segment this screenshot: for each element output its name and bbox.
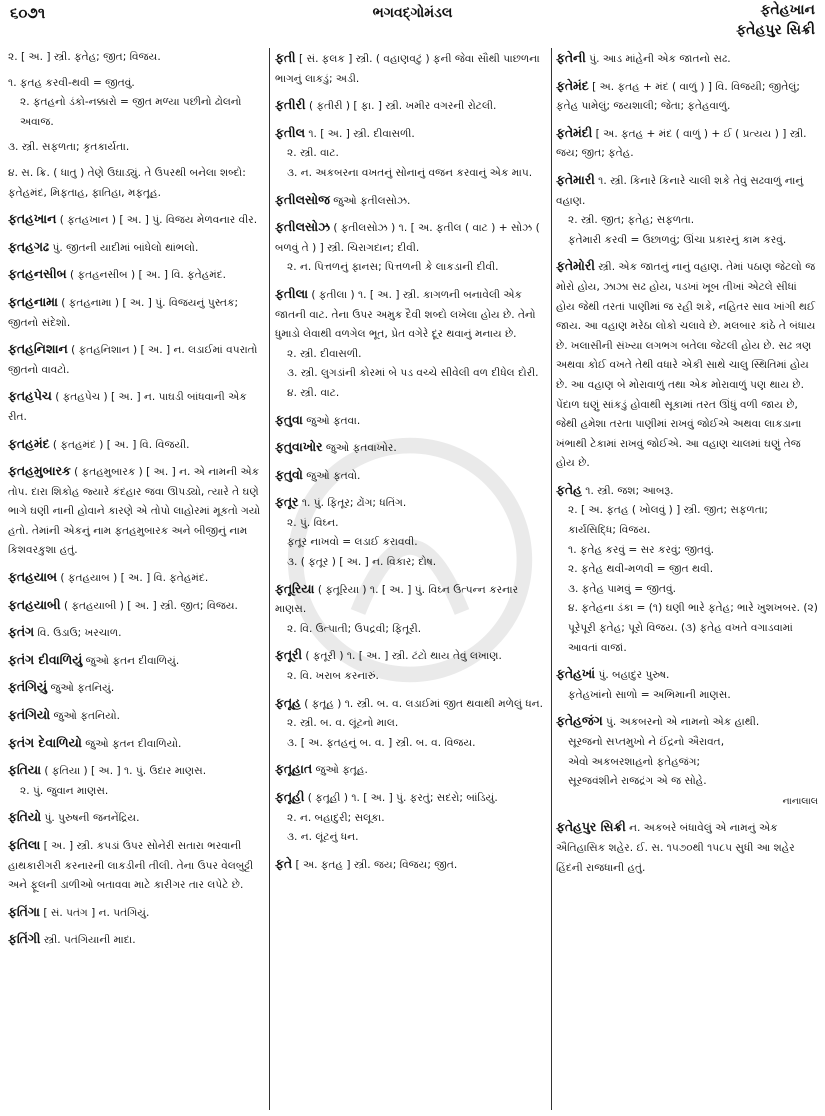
headword: ફતી [275, 50, 296, 65]
headword: ફતંગ [8, 624, 35, 640]
definition-text: ( ફતીલસોઝ ) ૧. [ અ. ફતીલ ( વાટ ) + સોઝ ( બળવું તે ) ] સ્ત્રી. ચિરાગદાન; દીવી. [275, 222, 540, 254]
entry-line [556, 560, 818, 580]
headword: ફતેની [556, 50, 586, 65]
definition-text: ( ફતહયાબી ) [ અ. ] સ્ત્રી. જીત; વિજય. [63, 599, 238, 612]
headword: ફતૂહાત [275, 761, 313, 777]
definition-text: એવો અકબરશાહનો ફતેહજંગ; [568, 755, 701, 768]
entry-line [8, 434, 266, 456]
headword: ફતેમંદ [556, 77, 589, 93]
entry-line [8, 461, 266, 561]
headword: ફતિલા [8, 837, 41, 852]
entry-line [556, 211, 818, 231]
dictionary-entry [8, 622, 266, 644]
definition-text: ૨. સ્ત્રી. બ. વ. લૂંટનો માલ. [287, 717, 399, 730]
definition-text: ૩. ન. અકબરના વખતનું સોનાનું વજન કરવાનું એક માપ. [287, 166, 533, 179]
entry-line [556, 711, 818, 733]
headword: ફતહનસીબ [8, 266, 67, 282]
entry-line [275, 714, 546, 734]
dictionary-entry [275, 759, 546, 781]
definition-text: ૨. વિ. ઉત્પાતી; ઉપદ્રવી; ફિતૂરી. [287, 622, 422, 635]
definition-text: સૂરજવંશીને રાજદ્રંગ એ જ સોહે. [568, 775, 707, 788]
definition-text: [ અ. ફતહ + મંદ ( વાળું ) + ઈ ( પ્રત્યય ) ] સ્ત્રી. જય; જીત; ફતેહ. [556, 127, 807, 160]
definition-text: ૩. સ્ત્રી. લુગડાંની કોરમાં બે પડ વચ્ચે સીવેલી વળ દીધેલ દોરી. [287, 367, 539, 380]
entry-line [556, 231, 818, 251]
entry-line [8, 339, 266, 380]
definition-text: ૪. ફતેહના ડંકા = (૧) ઘણી ભારે ફતેહ; ભારે ખુશખબર. (૨) પૂરેપૂરી ફતેહ; પૂરો વિજય. (૩) ફતેહ વખતે વગાડવામાં આવતાં વાજાં. [568, 602, 818, 654]
headword: ફતીલસોજ [275, 191, 330, 207]
definition-text: ફતૂર નાખવો = લડાઈ કરાવવી. [287, 536, 418, 549]
dictionary-entry [275, 190, 546, 212]
entry-line [556, 76, 818, 117]
headword: ફતેહખાં [556, 666, 596, 682]
definition-text: ૧. [ અ. ] સ્ત્રી. દીવાસળી. [308, 127, 415, 140]
dictionary-entry [8, 835, 266, 896]
headword: ફતહનામા [8, 293, 58, 309]
definition-text: ૨. પું. વિઘ્ન. [287, 516, 339, 529]
definition-text: ( ફતિયા ) [ અ. ] ૧. પું. ઉદાર માણસ. [44, 765, 207, 778]
definition-text: [ અ. ફતહ + મંદ ( વાળું ) ] વિ. વિજયી; જીતેલું; ફતેહ પામેલું; જયશાલી; જેતા; ફતેહવાળું. [556, 80, 800, 113]
entry-line [275, 410, 546, 432]
entry-line [556, 686, 818, 706]
definition-text: [ સં. પતંગ ] ન. પતંગિયું. [43, 906, 150, 919]
entry-line [8, 237, 266, 259]
dictionary-entry [275, 284, 546, 404]
definition-text: ૨. [ અ. ] સ્ત્રી. ફતેહ; જીત; વિજય. [8, 51, 161, 63]
headword: ફતેહ [556, 481, 582, 497]
definition-text: ફતેહખાંનો સાળો = અભિમાની માણસ. [568, 688, 731, 701]
entry-line [275, 492, 546, 514]
entry-line [275, 48, 546, 89]
entry-line [275, 579, 546, 620]
definition-text: ૧. પું. ફિતૂર; ઢોંગ; ધતિંગ. [301, 497, 407, 510]
headword: ફતહગઢ [8, 238, 50, 254]
entry-line [8, 705, 266, 727]
dictionary-entry [8, 164, 266, 203]
definition-text: ૨. પું. જુવાન માણસ. [20, 784, 109, 797]
entry-line [8, 164, 266, 203]
dictionary-entry [8, 902, 266, 924]
definition-text: ૨. [ અ. ફતહ ( ખોલવું ) ] સ્ત્રી. જીત; સફળતા; કાર્યસિદ્ધિ; વિજય. [568, 504, 769, 537]
definition-text: જુઓ ફતનિયો. [53, 710, 120, 723]
entry-line [556, 664, 818, 686]
dictionary-entry [8, 339, 266, 380]
entry-line [275, 734, 546, 754]
headword: ફતૂરિયા [275, 580, 315, 596]
dictionary-entry [275, 492, 546, 572]
headword: ફતહનિશાન [8, 341, 68, 357]
entry-line [556, 170, 818, 211]
entry-line [275, 759, 546, 781]
definition-text: ( ફતહનામા ) [ અ. ] પું. વિજયનું પુસ્તક; જીતનો સંદેશો. [8, 296, 239, 329]
definition-text: ૨. ન. પિત્તળનું ફાનસ; પિત્તળની કે લાકડાની દીવી. [287, 261, 499, 274]
entry-line [275, 437, 546, 459]
entry-line [8, 74, 266, 94]
definition-text: ( ફતહમંદ ) [ અ. ] વિ. વિજયી. [52, 438, 190, 451]
headword: ફતિયો [8, 809, 42, 825]
entry-line [556, 599, 818, 658]
definition-text: ( ફતહયાબ ) [ અ. ] વિ. ફતેહમંદ. [60, 572, 209, 585]
entry-line [8, 93, 266, 132]
entry-line [275, 533, 546, 553]
entry-line [8, 733, 266, 755]
entry-line [275, 693, 546, 715]
definition-text: વિ. ઉડાઉ; ખરચાળ. [37, 627, 122, 640]
dictionary-entry [556, 664, 818, 705]
dictionary-entry [8, 138, 266, 158]
definition-text: જુઓ ફતવો. [306, 469, 361, 482]
entry-line [275, 258, 546, 278]
definition-text: ૩. ફતેહ પામવું = જીતવું. [568, 582, 676, 595]
definition-text: ( ફતીરી ) [ ફા. ] સ્ત્રી. ખમીર વગરની રોટલી. [308, 100, 497, 113]
definition-text: ૨. ફતહનો ડંકો-નક્કારો = જીત મળ્યા પછીનો ઢોલનો અવાજ. [20, 96, 242, 128]
dictionary-entry [275, 95, 546, 117]
definition-text: પું. બહાદુર પુરુષ. [598, 669, 670, 682]
entry-line [8, 902, 266, 924]
definition-text: ૨. સ્ત્રી. વાટ. [287, 147, 339, 160]
entry-line [275, 828, 546, 848]
entry-line [8, 929, 266, 951]
headword: ફતંગ દીવાળિયું [8, 651, 83, 667]
headword: ફતીલ [275, 124, 305, 140]
definition-text: જુઓ ફતનિયું. [50, 682, 115, 695]
dictionary-entry [556, 48, 818, 70]
definition-text: નાનાલાલ [782, 795, 818, 807]
definition-text: જુઓ ફતીલસોઝ. [333, 194, 411, 207]
definition-text: ૪. સ. ક્રિ. ( ધાતુ ) તેણે ઉઘાડ્યું. તે ઉપરથી બનેલા શબ્દો: ફતેહમંદ, મિફતાહ, ફાતિહા, મફતૂહ. [8, 166, 246, 199]
headword: ફતીલસોઝ [275, 219, 330, 235]
headword: ફતેમંદી [556, 124, 593, 140]
entry-line [8, 782, 266, 802]
entry-line [8, 264, 266, 286]
entry-line [556, 792, 818, 812]
headword: ફતંગિયું [8, 679, 48, 695]
dictionary-entry [275, 217, 546, 278]
dictionary-entry [8, 48, 266, 68]
definition-text: ૧. સ્ત્રી. જશ; આબરૂ. [585, 484, 674, 497]
dictionary-entry [556, 711, 818, 811]
definition-text: ૩. ન. લૂંટનું ધન. [287, 831, 359, 844]
dictionary-column-3 [556, 48, 818, 1108]
dictionary-entry [8, 237, 266, 259]
dictionary-entry [8, 209, 266, 231]
definition-text: ૩. ( ફતૂર ) [ અ. ] ન. વિકાર; દોષ. [287, 556, 437, 569]
definition-text: [ અ. ] સ્ત્રી. કપડાં ઉપર સોનેરી સતારા ભરવાની હાથકારીગરી કરનારની લાકડીની તીલી. તેના ઉપર વેલબુટ્ટી અને ફૂલની ડાળીઓ બતાવવા માટે કારીગર તાર લપેટે છે. [8, 840, 254, 892]
headword: ફતેમોરી [556, 258, 595, 274]
headword: ફતહપેચ [8, 388, 52, 404]
entry-line [275, 190, 546, 212]
definition-text: પું. આડ માંહેની એક જાતનો સઢ. [589, 53, 731, 65]
definition-text: ( ફતહખાન ) [ અ. ] પું. વિજય મેળવનાર વીર. [59, 214, 258, 227]
entry-line [8, 650, 266, 672]
entry-line [556, 817, 818, 878]
definition-text: પું. જીતની યાદીમાં બાંધેલો થાંભલો. [52, 241, 199, 254]
entry-line [556, 480, 818, 502]
definition-text: ( ફતૂરિયા ) ૧. [ અ. ] પું. વિઘ્ન ઉત્પન્ન કરનાર માણસ. [275, 583, 519, 616]
entry-line [275, 514, 546, 534]
page-number: ૬૦૭૧ [10, 4, 46, 22]
guide-word-last: ફતેહપુર સિક્રી [736, 22, 815, 38]
entry-line [8, 386, 266, 427]
definition-text: [ સં. ફલક ] સ્ત્રી. ( વહાણવટું ) ફની જેવા સૌથી પાછળના ભાગનું લાકડું; અડી. [275, 53, 540, 85]
definition-text: ( ફતહમુબારક ) [ અ. ] ન. એ નામની એક તોપ. દારા શિકોહ જ્યારે કંદહાર જવા ઊપડ્યો, ત્યારે તે ઘણે ભાગે ઘણી નાની હોવાને કારણે એ તોપો લાહોરમાં મૂકતો ગયો હતો. તેમાંની એકનું નામ ફતહમુબારક અને બીજીનું નામ કિશવરકુશા હતું. [8, 466, 261, 557]
dictionary-entry [556, 817, 818, 878]
entry-line [275, 787, 546, 809]
headword: ફતહમુબારક [8, 463, 71, 479]
entry-line [275, 364, 546, 384]
headword: ફતૂર [275, 494, 299, 510]
definition-text: ( ફતૂરી ) ૧. [ અ. ] સ્ત્રી. ટંટો થાય તેવું લખાણ. [305, 650, 502, 663]
headword: ફતિંગી [8, 931, 41, 947]
dictionary-entry [8, 807, 266, 829]
dictionary-entry [8, 292, 266, 333]
definition-text: ( ફતહપેચ ) [ અ. ] ન. પાઘડી બાંધવાની એક રીત. [8, 391, 247, 423]
headword: ફતીલા [275, 285, 309, 301]
definition-text: સ્ત્રી. એક જાતનું નાનું વહાણ. તેમાં પઠાણ જેટલો જ મોરો હોય, ઝાઝા સઢ હોય, પડખાં ખૂબ તીખાં એટલે સીધાં હોય જેથી તરતાં પાણીમાં જ રહી શકે, નહિતર સાવ ખાંગી થઈ જાય. આ વહાણ મરેઠા લોકો ચલાવે છે. મલબાર કાંઠે તે બંધાય છે. ખલાસીની સંખ્યા લગભગ બતેલા જેટલી હોય છે. સઢ ત્રણ અથવા કોઈ વખતે તેથી વધારે એકી સાથે ચાલુ સ્થિતિમાં હોય છે. આ વહાણ બે મોરાવાળું તથા એક મોરાવાળું પણ થાય છે. પેંદાળ ઘણું સાંકડું હોવાથી સૂકામાં તરત ઊંધું વળી જાય છે, જેથી હમેશા તરતા પાણીમાં રાખવું જોઈએ અથવા લાકડાના ખંભાથી ટેકામાં રાખવું જોઈએ. આ વહાણ ચાલમાં ઘણું તેજ હોય છે. [556, 261, 816, 470]
entry-line [8, 209, 266, 231]
definition-text: જુઓ ફતૂહ. [315, 764, 368, 777]
entry-line [275, 553, 546, 573]
entry-line [8, 595, 266, 617]
dictionary-entry [275, 410, 546, 432]
entry-line [8, 567, 266, 589]
dictionary-entry [275, 693, 546, 754]
dictionary-entry [275, 854, 546, 876]
entry-line [556, 256, 818, 474]
definition-text: સૂરજનો સપ્તમુખો ને ઈંદ્રનો ઐરાવત, [568, 736, 725, 748]
dictionary-entry [8, 264, 266, 286]
dictionary-entry [8, 386, 266, 427]
entry-line [275, 123, 546, 145]
dictionary-entry [556, 256, 818, 474]
headword: ફતેહજંગ [556, 713, 603, 729]
headword: ફતિયા [8, 762, 42, 778]
dictionary-entry [8, 74, 266, 133]
definition-text: ( ફતૂહી ) ૧. [ અ. ] પું. ફરતું; સદરો; બાંડિયું. [307, 792, 498, 804]
headword: ફતેમારી [556, 171, 595, 187]
entry-line [275, 144, 546, 164]
definition-text: ૧. ફતહ કરવી-થવી = જીતવું. [8, 76, 135, 89]
dictionary-entry [275, 465, 546, 487]
dictionary-entry [556, 123, 818, 164]
entry-line [8, 622, 266, 644]
entry-line [8, 292, 266, 333]
definition-text: ૨. વિ. ખરાબ કરનારું. [287, 670, 379, 683]
dictionary-entry [8, 677, 266, 699]
definition-text: ૨. ફતેહ થવી-મળવી = જીત થવી. [568, 563, 714, 576]
dictionary-entry [8, 595, 266, 617]
entry-line [556, 48, 818, 70]
definition-text: ૨. સ્ત્રી. જીત; ફતેહ; સફળતા. [568, 214, 695, 227]
page-header [0, 0, 825, 48]
entry-line [8, 677, 266, 699]
definition-text: ૨. સ્ત્રી. દીવાસળી. [287, 347, 362, 360]
dictionary-entry [275, 48, 546, 89]
dictionary-column-2 [275, 48, 546, 1108]
entry-line [275, 645, 546, 667]
entry-line [8, 138, 266, 158]
headword: ફતુવાખોર [275, 439, 323, 455]
entry-line [8, 835, 266, 896]
entry-line [275, 465, 546, 487]
definition-text: ૧. ફતેહ કરવું = સર કરવું; જીતવું. [568, 543, 715, 556]
headword: ફતુવો [275, 466, 303, 482]
dictionary-entry [556, 170, 818, 250]
entry-line [275, 854, 546, 876]
headword: ફતૂહ [275, 694, 301, 710]
headword: ફતહયાબ [8, 569, 58, 585]
entry-line [556, 753, 818, 773]
entry-line [275, 164, 546, 184]
dictionary-entry [8, 567, 266, 589]
entry-line [275, 345, 546, 365]
dictionary-entry [8, 929, 266, 951]
dictionary-entry [275, 787, 546, 848]
definition-text: જુઓ ફતવાખોર. [325, 442, 397, 455]
headword: ફતીરી [275, 97, 306, 113]
entry-line [556, 580, 818, 600]
headword: ફતિંગા [8, 903, 40, 919]
dictionary-entry [275, 437, 546, 459]
headword: ફતહમંદ [8, 435, 50, 451]
definition-text: ૩. [ અ. ફતહનું બ. વ. ] સ્ત્રી. બ. વ. વિજય. [287, 736, 476, 749]
dictionary-entry [8, 760, 266, 801]
definition-text: ન. અકબરે બંધાવેલું એ નામનું એક ઐતિહાસિક શહેર. ઈ. સ. ૧૫૭૦થી ૧૫૮૫ સુધી આ શહેર હિંદની રાજધાની હતું. [556, 822, 795, 874]
dictionary-entry [275, 645, 546, 686]
definition-text: ( ફતૂહ ) ૧. સ્ત્રી. બ. વ. લડાઈમાં જીત થવાથી મળેલું ધન. [304, 697, 544, 710]
guide-word-first: ફતેહખાન [760, 2, 815, 18]
headword: ફતહયાબી [8, 596, 61, 612]
entry-line [8, 760, 266, 782]
entry-line [556, 541, 818, 561]
dictionary-entry [8, 650, 266, 672]
definition-text: ( ફતહનિશાન ) [ અ. ] ન. લડાઈમાં વપરાતો જીતનો વાવટો. [8, 344, 258, 376]
definition-text: પું. અકબરનો એ નામનો એક હાથી. [606, 716, 760, 729]
dictionary-entry [556, 76, 818, 117]
headword: ફતૂરી [275, 647, 303, 663]
definition-text: સ્ત્રી. પતંગિયાની માદા. [43, 934, 136, 947]
definition-text: ( ફતીલા ) ૧. [ અ. ] સ્ત્રી. કાગળની બનાવેલી એક જાતની વાટ. તેના ઉપર અમુક દૈવી શબ્દો લખેલા હોય છે. તેનો ધુમાડો લેવાથી વળગેલ ભૂત, પ્રેત વગેરે દૂર થવાનું મનાય છે. [275, 288, 536, 341]
column-divider [269, 48, 270, 1110]
dictionary-entry [8, 434, 266, 456]
definition-text: ૧. સ્ત્રી. કિનારે કિનારે ચાલી શકે તેવું સઢવાળું નાનું વહાણ. [556, 174, 804, 207]
dictionary-entry [275, 579, 546, 640]
entry-line [275, 95, 546, 117]
entry-line [275, 217, 546, 258]
definition-text: જુઓ ફતન દીવાળિયો. [85, 737, 182, 750]
dictionary-entry [556, 480, 818, 658]
column-divider [551, 48, 552, 1110]
definition-text: ( ફતહનસીબ ) [ અ. ] વિ. ફતેહમંદ. [70, 269, 227, 282]
headword: ફતુવા [275, 411, 303, 427]
definition-text: ૪. સ્ત્રી. વાટ. [287, 386, 340, 399]
entry-line [275, 667, 546, 687]
definition-text: પું. પુરુષની જનનેંદ્રિય. [44, 812, 140, 825]
dictionary-entry [8, 705, 266, 727]
entry-line [275, 809, 546, 829]
headword: ફતંગિયો [8, 707, 51, 723]
dictionary-entry [275, 123, 546, 184]
page-title: ભગવદ્ગોમંડલ [372, 5, 453, 21]
headword: ફતંગ દેવાળિયો [8, 734, 82, 750]
dictionary-entry [8, 733, 266, 755]
headword: ફતેહપુર સિક્રી [556, 819, 626, 835]
entry-line [275, 284, 546, 345]
definition-text: ફતેમારી કરવી = ઉછાળવું; ઊંચા પ્રકારનું કામ કરવું. [568, 233, 787, 246]
entry-line [275, 620, 546, 640]
entry-line [556, 123, 818, 164]
entry-line [556, 733, 818, 753]
entry-line [8, 48, 266, 68]
headword: ફતે [275, 855, 293, 871]
entry-line [275, 384, 546, 404]
definition-text: ૩. સ્ત્રી. સફળતા; કૃતકાર્યતા. [8, 141, 130, 154]
definition-text: જુઓ ફતન દીવાળિયું. [85, 654, 180, 667]
definition-text: ૨. ન. બહાદુરી; સલૂકા. [287, 811, 385, 824]
entry-line [8, 807, 266, 829]
headword: ફતૂહી [275, 789, 305, 804]
definition-text: જુઓ ફતવા. [306, 414, 361, 427]
entry-line [556, 772, 818, 792]
headword: ફતહખાન [8, 211, 57, 227]
dictionary-entry [8, 461, 266, 561]
entry-line [556, 501, 818, 540]
dictionary-column-1 [8, 48, 266, 1108]
definition-text: [ અ. ફતહ ] સ્ત્રી. જય; વિજય; જીત. [295, 858, 458, 871]
